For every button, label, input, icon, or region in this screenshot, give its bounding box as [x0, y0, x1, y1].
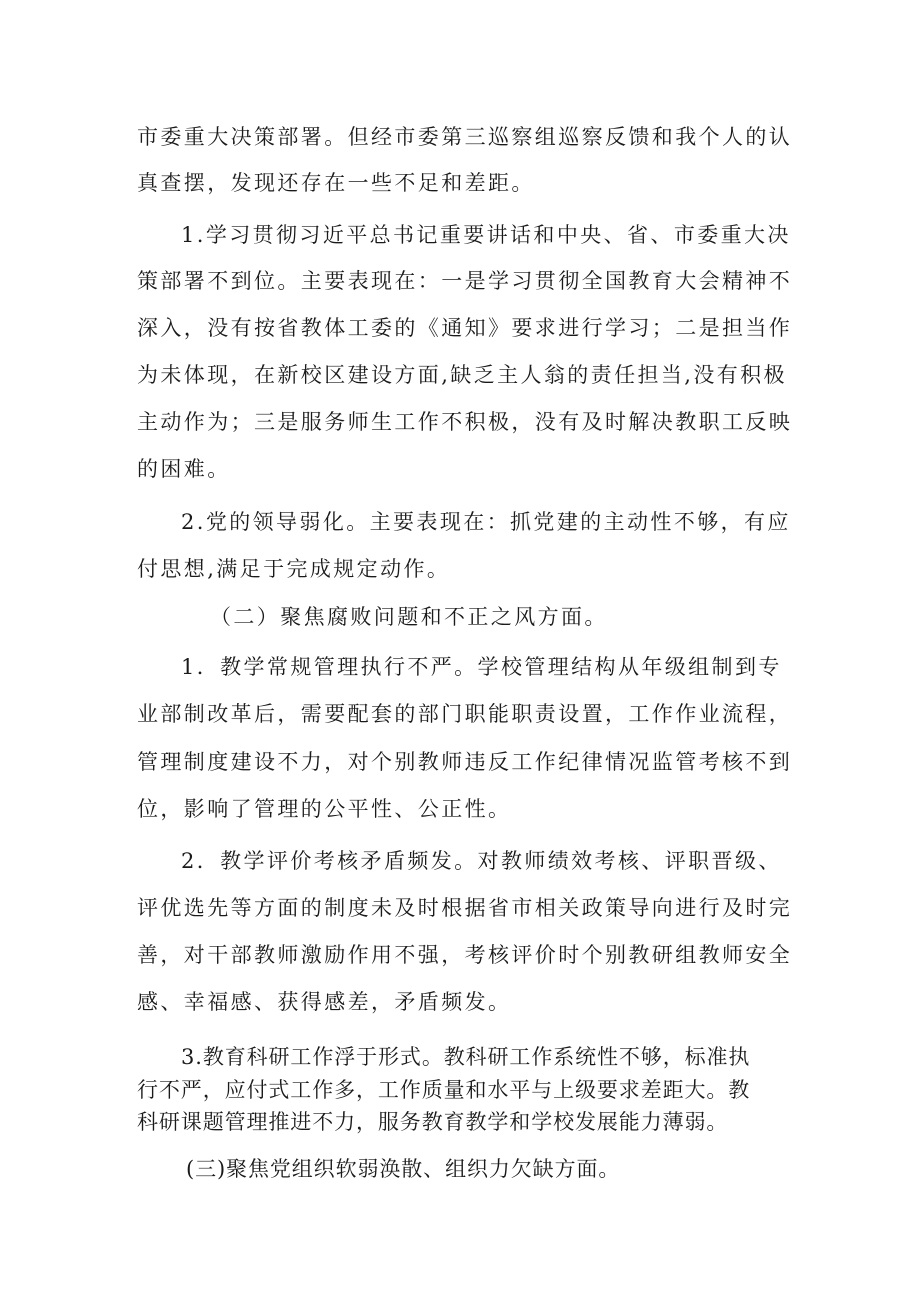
- intro-line-2: 真查摆，发现还存在一些不足和差距。: [137, 171, 535, 195]
- item-2-3-line-3: 科研课题管理推进不力，服务教育教学和学校发展能力薄弱。: [137, 1110, 729, 1134]
- item-1-1-line-6: 的困难。: [137, 457, 231, 481]
- item-2-2-line-3: 善，对干部教师激励作用不强，考核评价时个别教研组教师安全: [137, 943, 793, 967]
- section-3-heading: (三)聚焦党组织软弱涣散、组织力欠缺方面。: [186, 1157, 621, 1181]
- item-1-1-line-4: 为未体现，在新校区建设方面,缺乏主人翁的责任担当,没有积极: [137, 363, 787, 387]
- item-1-1-line-1: 1.学习贯彻习近平总书记重要讲话和中央、省、市委重大决: [181, 223, 791, 247]
- item-2-3-line-1: 3.教育科研工作浮于形式。教科研工作系统性不够，标准执: [181, 1045, 751, 1069]
- item-1-1-line-2: 策部署不到位。主要表现在：一是学习贯彻全国教育大会精神不: [137, 269, 793, 293]
- item-2-2-line-4: 感、幸福感、获得感差，矛盾频发。: [137, 990, 512, 1014]
- item-1-1-line-5: 主动作为；三是服务师生工作不积极，没有及时解决教职工反映: [137, 410, 793, 434]
- section-2-heading: （二）聚焦腐败问题和不正之风方面。: [210, 605, 608, 629]
- item-2-1-line-3: 管理制度建设不力，对个别教师违反工作纪律情况监管考核不到: [137, 750, 793, 774]
- item-2-2-line-2: 评优选先等方面的制度未及时根据省市相关政策导向进行及时完: [137, 896, 793, 920]
- item-2-1-line-2: 业部制改革后，需要配套的部门职能职责设置，工作作业流程，: [137, 702, 793, 726]
- item-1-2-line-1: 2.党的领导弱化。主要表现在：抓党建的主动性不够，有应: [181, 510, 791, 534]
- item-2-1-line-1: 1．教学常规管理执行不严。学校管理结构从年级组制到专: [181, 655, 782, 679]
- item-2-1-line-4: 位，影响了管理的公平性、公正性。: [137, 797, 512, 821]
- item-2-2-line-1: 2．教学评价考核矛盾频发。对教师绩效考核、评职晋级、: [181, 849, 782, 873]
- item-2-3-line-2: 行不严，应付式工作多，工作质量和水平与上级要求差距大。教: [137, 1078, 751, 1102]
- item-1-1-line-3: 深入，没有按省教体工委的《通知》要求进行学习；二是担当作: [137, 316, 793, 340]
- intro-line-1: 市委重大决策部署。但经市委第三巡察组巡察反馈和我个人的认: [137, 125, 793, 149]
- item-1-2-line-2: 付思想,满足于完成规定动作。: [137, 557, 451, 581]
